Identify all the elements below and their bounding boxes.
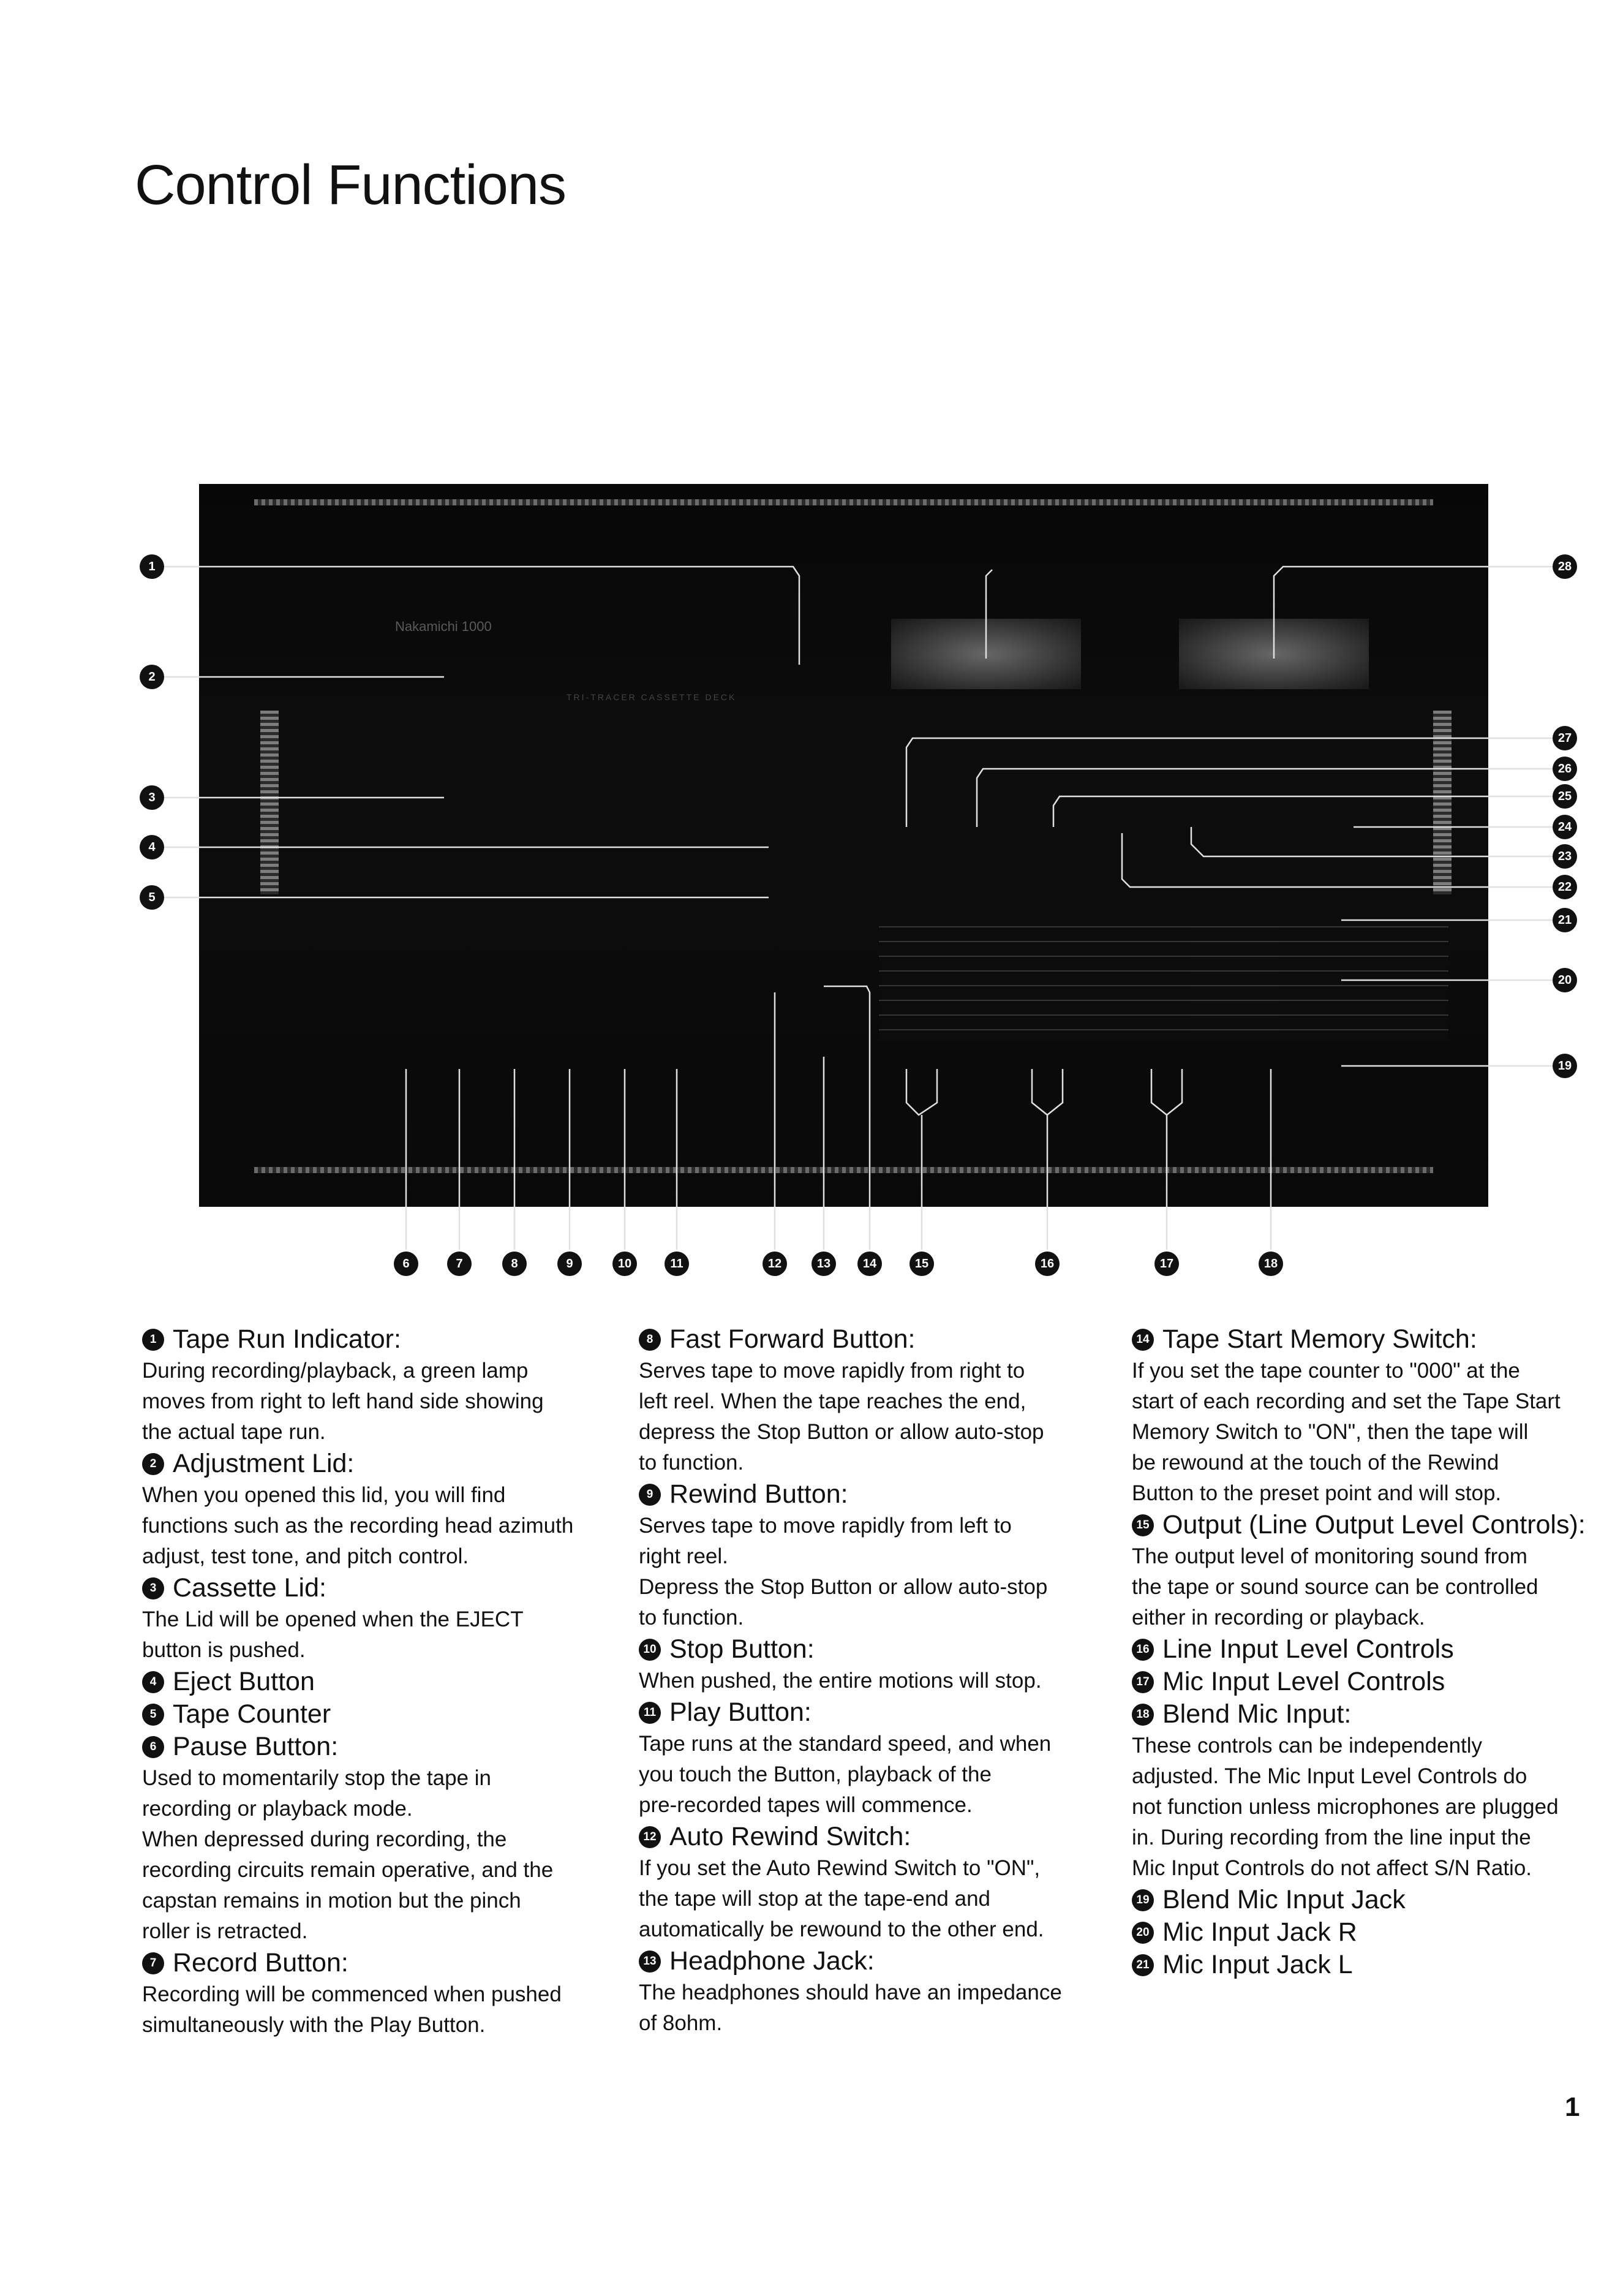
item-body: During recording/playback, a green lamp moves from right to left hand side showing the actual tape run. bbox=[142, 1359, 544, 1444]
column-middle bbox=[639, 1323, 1110, 2039]
sub-label: TRI-TRACER CASSETTE DECK bbox=[567, 692, 737, 702]
callout-4: 4 bbox=[140, 835, 164, 859]
item-1 bbox=[142, 1323, 614, 1448]
item-body: The headphones should have an impedance of 8ohm. bbox=[639, 1981, 1062, 2035]
callout-21: 21 bbox=[1553, 908, 1577, 932]
item-number: 11 bbox=[639, 1702, 661, 1724]
item-16 bbox=[1132, 1633, 1616, 1666]
column-left bbox=[142, 1323, 614, 2041]
callout-9: 9 bbox=[557, 1252, 582, 1276]
item-number: 7 bbox=[142, 1952, 164, 1974]
item-title: Tape Start Memory Switch: bbox=[1162, 1324, 1477, 1354]
item-number: 17 bbox=[1132, 1671, 1154, 1693]
item-number: 1 bbox=[142, 1329, 164, 1351]
item-body: Used to momentarily stop the tape in recording or playback mode. When depressed during recording, the recording circuits remain operative, and the capstan remains in motion but the pinch roller is retracted. bbox=[142, 1766, 554, 1943]
item-body: Serves tape to move rapidly from left to right reel. Depress the Stop Button or allow auto-stop to function. bbox=[639, 1514, 1048, 1629]
callout-3: 3 bbox=[140, 785, 164, 810]
item-17 bbox=[1132, 1666, 1616, 1698]
item-title: Play Button: bbox=[669, 1697, 812, 1727]
callout-12: 12 bbox=[763, 1252, 787, 1276]
callout-16: 16 bbox=[1035, 1252, 1060, 1276]
item-title: Tape Run Indicator: bbox=[173, 1324, 401, 1354]
item-title: Blend Mic Input: bbox=[1162, 1699, 1352, 1729]
item-title: Headphone Jack: bbox=[669, 1946, 875, 1976]
item-body: The Lid will be opened when the EJECT button is pushed. bbox=[142, 1607, 524, 1662]
item-body: Recording will be commenced when pushed simultaneously with the Play Button. bbox=[142, 1982, 562, 2037]
callout-15: 15 bbox=[909, 1252, 934, 1276]
item-title: Stop Button: bbox=[669, 1634, 815, 1664]
callout-24: 24 bbox=[1553, 815, 1577, 839]
item-title: Record Button: bbox=[173, 1948, 348, 1977]
item-body: If you set the tape counter to "000" at the start of each recording and set the Tape Start Memory Switch to "ON", then the tape will be rewound at the touch of the Rewind Button to the preset point and will stop. bbox=[1132, 1359, 1561, 1505]
callout-8: 8 bbox=[502, 1252, 527, 1276]
item-number: 8 bbox=[639, 1329, 661, 1351]
callout-25: 25 bbox=[1553, 784, 1577, 809]
item-6 bbox=[142, 1731, 614, 1947]
item-body: The output level of monitoring sound from the tape or sound source can be controlled either in recording or playback. bbox=[1132, 1544, 1538, 1629]
brand-label: Nakamichi 1000 bbox=[395, 619, 492, 634]
item-title: Mic Input Jack R bbox=[1162, 1917, 1357, 1947]
item-body: These controls can be independently adjusted. The Mic Input Level Controls do not function unless microphones are plugged in. During recording from the line input the Mic Input Controls do not affect S/N Ratio. bbox=[1132, 1734, 1559, 1880]
callout-10: 10 bbox=[612, 1252, 637, 1276]
column-right bbox=[1132, 1323, 1616, 1981]
callout-6: 6 bbox=[394, 1252, 418, 1276]
callout-14: 14 bbox=[857, 1252, 882, 1276]
item-number: 15 bbox=[1132, 1514, 1154, 1536]
item-title: Blend Mic Input Jack bbox=[1162, 1885, 1406, 1914]
item-title: Line Input Level Controls bbox=[1162, 1634, 1454, 1664]
item-body: When you opened this lid, you will find functions such as the recording head azimuth adjust, test tone, and pitch control. bbox=[142, 1483, 574, 1568]
item-number: 2 bbox=[142, 1453, 164, 1475]
item-12 bbox=[639, 1821, 1110, 1945]
item-15 bbox=[1132, 1509, 1616, 1633]
item-18 bbox=[1132, 1698, 1616, 1884]
item-title: Pause Button: bbox=[173, 1732, 339, 1761]
item-21 bbox=[1132, 1949, 1616, 1981]
item-title: Mic Input Jack L bbox=[1162, 1950, 1353, 1979]
page-title: Control Functions bbox=[135, 154, 566, 216]
item-4 bbox=[142, 1666, 614, 1698]
item-title: Eject Button bbox=[173, 1667, 315, 1696]
callout-11: 11 bbox=[665, 1252, 689, 1276]
item-number: 4 bbox=[142, 1671, 164, 1693]
item-2 bbox=[142, 1448, 614, 1572]
item-body: Tape runs at the standard speed, and when you touch the Button, playback of the pre-recorded tapes will commence. bbox=[639, 1732, 1052, 1817]
callout-18: 18 bbox=[1259, 1252, 1283, 1276]
callout-5: 5 bbox=[140, 885, 164, 910]
item-number: 18 bbox=[1132, 1704, 1154, 1726]
item-title: Mic Input Level Controls bbox=[1162, 1667, 1445, 1696]
page-number: 1 bbox=[1565, 2092, 1580, 2122]
item-title: Cassette Lid: bbox=[173, 1573, 326, 1603]
callout-22: 22 bbox=[1553, 875, 1577, 899]
item-number: 14 bbox=[1132, 1329, 1154, 1351]
item-number: 12 bbox=[639, 1826, 661, 1848]
callout-7: 7 bbox=[447, 1252, 472, 1276]
item-title: Fast Forward Button: bbox=[669, 1324, 916, 1354]
item-11 bbox=[639, 1696, 1110, 1821]
item-title: Adjustment Lid: bbox=[173, 1449, 355, 1478]
item-7 bbox=[142, 1947, 614, 2041]
callout-27: 27 bbox=[1553, 726, 1577, 750]
item-19 bbox=[1132, 1884, 1616, 1916]
item-5 bbox=[142, 1698, 614, 1731]
item-title: Tape Counter bbox=[173, 1699, 331, 1729]
item-number: 16 bbox=[1132, 1639, 1154, 1661]
item-number: 3 bbox=[142, 1577, 164, 1599]
callout-28: 28 bbox=[1553, 554, 1577, 579]
callout-20: 20 bbox=[1553, 968, 1577, 992]
callout-19: 19 bbox=[1553, 1054, 1577, 1078]
callout-17: 17 bbox=[1154, 1252, 1179, 1276]
item-number: 13 bbox=[639, 1950, 661, 1973]
item-number: 19 bbox=[1132, 1889, 1154, 1911]
item-number: 10 bbox=[639, 1639, 661, 1661]
callout-13: 13 bbox=[812, 1252, 836, 1276]
callout-2: 2 bbox=[140, 665, 164, 689]
item-20 bbox=[1132, 1916, 1616, 1949]
item-14 bbox=[1132, 1323, 1616, 1509]
item-number: 9 bbox=[639, 1484, 661, 1506]
item-title: Output (Line Output Level Controls): bbox=[1162, 1510, 1586, 1539]
item-number: 20 bbox=[1132, 1922, 1154, 1944]
callout-26: 26 bbox=[1553, 757, 1577, 781]
item-body: When pushed, the entire motions will stop. bbox=[639, 1669, 1042, 1693]
item-number: 21 bbox=[1132, 1954, 1154, 1976]
item-10 bbox=[639, 1633, 1110, 1696]
callout-23: 23 bbox=[1553, 844, 1577, 869]
item-8 bbox=[639, 1323, 1110, 1478]
callout-1: 1 bbox=[140, 554, 164, 579]
item-13 bbox=[639, 1945, 1110, 2039]
item-body: Serves tape to move rapidly from right to left reel. When the tape reaches the end, depress the Stop Button or allow auto-stop to function. bbox=[639, 1359, 1044, 1475]
item-title: Rewind Button: bbox=[669, 1479, 848, 1509]
item-9 bbox=[639, 1478, 1110, 1633]
item-body: If you set the Auto Rewind Switch to "ON", the tape will stop at the tape-end and automatically be rewound to the other end. bbox=[639, 1856, 1044, 1941]
item-number: 5 bbox=[142, 1704, 164, 1726]
item-title: Auto Rewind Switch: bbox=[669, 1822, 911, 1851]
item-number: 6 bbox=[142, 1736, 164, 1758]
item-3 bbox=[142, 1572, 614, 1666]
